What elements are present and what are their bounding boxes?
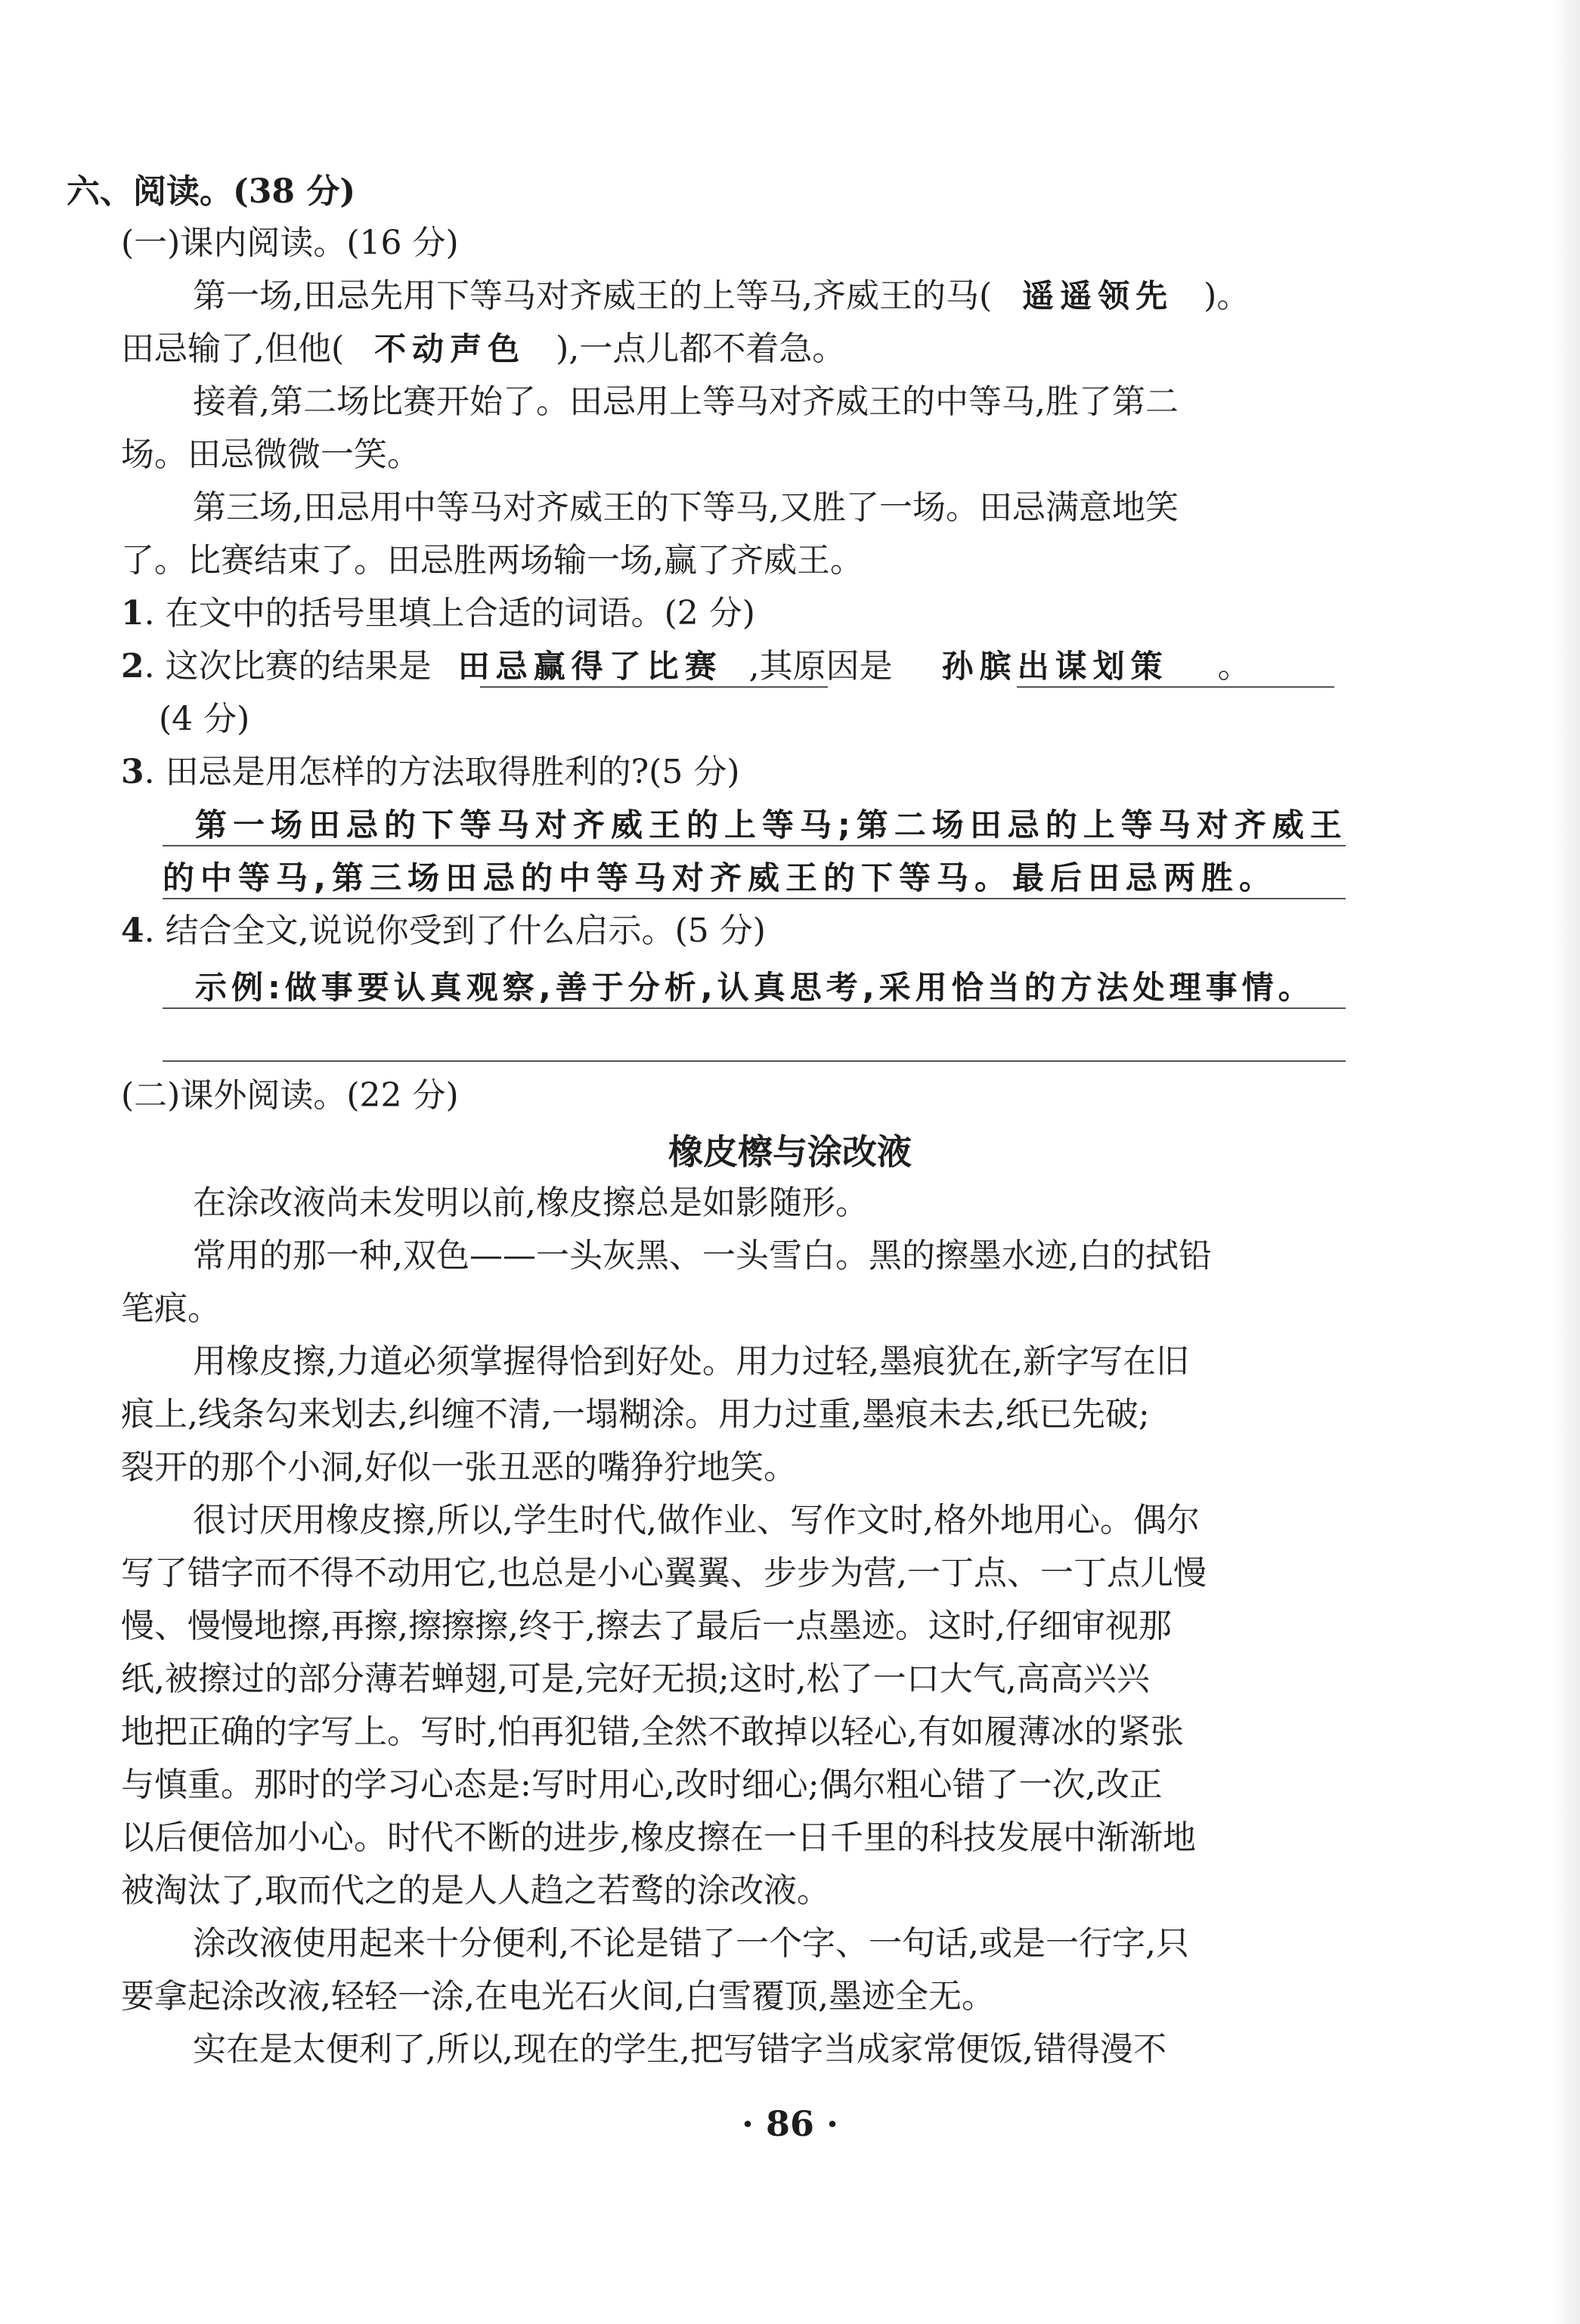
article-line: 笔痕。	[121, 1289, 221, 1328]
question-3: 3. 田忌是用怎样的方法取得胜利的?(5 分)	[121, 753, 740, 791]
article-line: 纸,被擦过的部分薄若蝉翅,可是,完好无损;这时,松了一口大气,高高兴兴	[121, 1660, 1150, 1698]
article-line: 以后便倍加小心。时代不断的进步,橡皮擦在一日千里的科技发展中渐渐地	[121, 1818, 1196, 1857]
answer-line	[163, 1060, 1346, 1062]
section-heading: 六、阅读。(38 分)	[67, 172, 356, 211]
handwritten-answer: 第一场田忌的下等马对齐威王的上等马;第二场田忌的上等马对齐威王	[195, 806, 1348, 843]
handwritten-answer: 示例:做事要认真观察,善于分析,认真思考,采用恰当的方法处理事情。	[195, 969, 1315, 1006]
article-line: 裂开的那个小洞,好似一张丑恶的嘴狰狞地笑。	[121, 1448, 797, 1487]
article-line: 实在是太便利了,所以,现在的学生,把写错字当成家常便饭,错得漫不	[193, 2030, 1166, 2069]
article-line: 痕上,线条勾来划去,纠缠不清,一塌糊涂。用力过重,墨痕未去,纸已先破;	[121, 1395, 1150, 1434]
answer-line	[163, 1007, 1346, 1009]
handwritten-answer: 田忌赢得了比赛	[457, 648, 723, 685]
answer-underline	[480, 686, 828, 688]
article-line: 用橡皮擦,力道必须掌握得恰到好处。用力过轻,墨痕犹在,新字写在旧	[193, 1342, 1189, 1381]
subsection-heading-2: (二)课外阅读。(22 分)	[121, 1076, 459, 1115]
article-line: 常用的那一种,双色——一头灰黑、一头雪白。黑的擦墨水迹,白的拭铅	[193, 1236, 1212, 1275]
question-2: 2. 这次比赛的结果是 田忌赢得了比赛 ,其原因是 孙膑出谋划策 。	[121, 642, 1251, 691]
article-line: 与慎重。那时的学习心态是:写时用心,改时细心;偶尔粗心错了一次,改正	[121, 1765, 1163, 1804]
handwritten-answer: 遥遥领先	[1022, 277, 1174, 314]
passage1-line: 田忌输了,但他( 不动声色 ),一点儿都不着急。	[121, 330, 846, 368]
answer-underline	[1017, 686, 1334, 688]
passage1-line: 了。比赛结束了。田忌胜两场输一场,赢了齐威王。	[121, 541, 863, 580]
question-1: 1. 在文中的括号里填上合适的词语。(2 分)	[121, 594, 755, 633]
answer-line	[163, 845, 1346, 846]
handwritten-answer: 不动声色	[374, 330, 526, 367]
article-line: 要拿起涂改液,轻轻一涂,在电光石火间,白雪覆顶,墨迹全无。	[121, 1977, 995, 2016]
article-line: 慢、慢慢地擦,再擦,擦擦擦,终于,擦去了最后一点墨迹。这时,仔细审视那	[121, 1607, 1172, 1645]
page-number: · 86 ·	[741, 2103, 839, 2144]
article-line: 很讨厌用橡皮擦,所以,学生时代,做作业、写作文时,格外地用心。偶尔	[193, 1501, 1200, 1540]
article-line: 地把正确的字写上。写时,怕再犯错,全然不敢掉以轻心,有如履薄冰的紧张	[121, 1713, 1184, 1751]
passage1-line: 场。田忌微微一笑。	[121, 435, 420, 474]
handwritten-answer: 孙膑出谋划策	[941, 648, 1169, 685]
handwritten-answer: 的中等马,第三场田忌的中等马对齐威王的下等马。最后田忌两胜。	[163, 859, 1277, 896]
question-2-score: (4 分)	[159, 700, 250, 738]
article-line: 被淘汰了,取而代之的是人人趋之若鹜的涂改液。	[121, 1871, 830, 1910]
passage1-line: 第一场,田忌先用下等马对齐威王的上等马,齐威王的马( 遥遥领先 )。	[193, 277, 1250, 315]
question-4: 4. 结合全文,说说你受到了什么启示。(5 分)	[121, 911, 766, 950]
answer-line	[163, 898, 1346, 899]
article-line: 在涂改液尚未发明以前,橡皮擦总是如影随形。	[193, 1184, 869, 1222]
article-title: 橡皮檫与涂改液	[668, 1131, 912, 1172]
subsection-heading-1: (一)课内阅读。(16 分)	[121, 224, 459, 262]
article-line: 写了错字而不得不动用它,也总是小心翼翼、步步为营,一丁点、一丁点儿慢	[121, 1554, 1207, 1592]
passage1-line: 第三场,田忌用中等马对齐威王的下等马,又胜了一场。田忌满意地笑	[193, 488, 1179, 527]
article-line: 涂改液使用起来十分便利,不论是错了一个字、一句话,或是一行字,只	[193, 1924, 1189, 1963]
passage1-line: 接着,第二场比赛开始了。田忌用上等马对齐威王的中等马,胜了第二	[193, 382, 1179, 421]
